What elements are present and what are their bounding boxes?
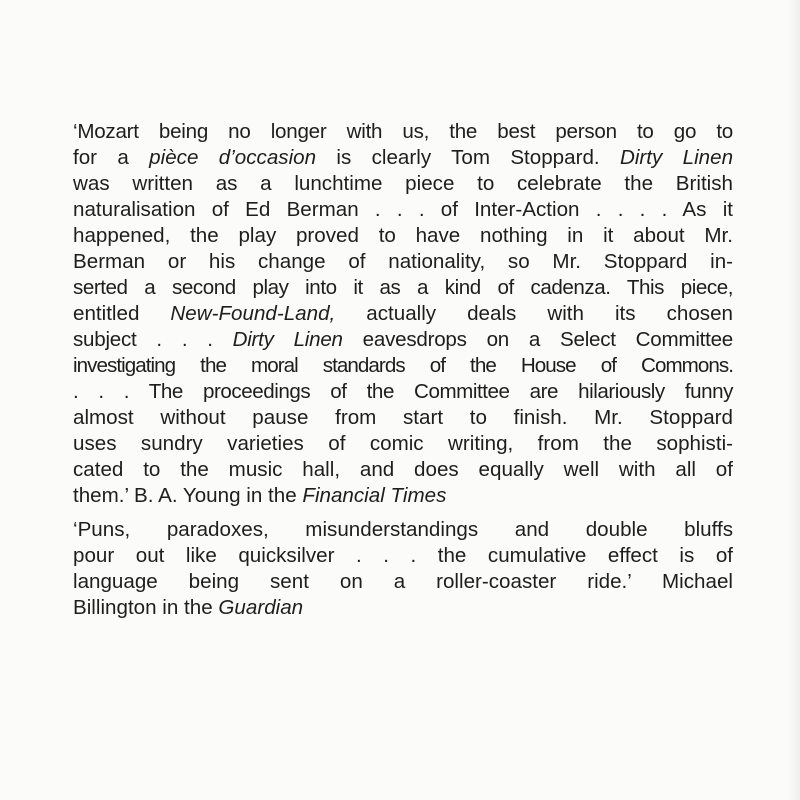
line-text: pour out like quicksilver . . . the cumulative effect is of [73, 544, 733, 567]
line-text: Berman or his change of nationality, so Mr. Stoppard in- [73, 250, 733, 273]
quote-guardian [73, 517, 733, 621]
line-text: is clearly Tom Stoppard. [316, 146, 620, 169]
line-text: serted a second play into it as a kind of cadenza. This piece, [73, 276, 733, 299]
line-text: entitled [73, 302, 171, 325]
line-text: almost without pause from start to finish. Mr. Stoppard [73, 406, 733, 429]
text-line [73, 301, 733, 327]
line-text: language being sent on a roller-coaster ride.’ Michael [73, 570, 733, 593]
italic-title: Guardian [218, 596, 304, 619]
text-line [73, 517, 733, 543]
line-text: Billington in the [73, 596, 219, 619]
line-text: naturalisation of Ed Berman . . . of Inter-Action . . . . As it [73, 198, 733, 221]
line-text: actually deals with its chosen [335, 302, 733, 325]
text-line [73, 353, 733, 379]
text-line [73, 379, 733, 405]
text-line [73, 405, 733, 431]
text-line [73, 275, 733, 301]
line-text: them.’ B. A. Young in the [73, 484, 303, 507]
italic-title: Dirty Linen [619, 146, 734, 169]
line-text: cated to the music hall, and does equally well with all of [73, 458, 733, 481]
text-line [73, 249, 733, 275]
line-text: . . . The proceedings of the Committee are hilariously funny [73, 380, 733, 403]
italic-title: New-Found-Land, [170, 302, 336, 325]
line-text: uses sundry varieties of comic writing, from the sophisti- [73, 432, 733, 455]
text-line [73, 119, 733, 145]
line-text: eavesdrops on a Select Committee [342, 328, 733, 351]
text-line [73, 543, 733, 569]
italic-title: Financial Times [302, 484, 447, 507]
text-line [73, 171, 733, 197]
text-line [73, 457, 733, 483]
line-text: subject . . . [73, 328, 233, 351]
italic-title: pièce d’occasion [149, 146, 317, 169]
line-text: investigating the moral standards of the House of Commons. [73, 354, 733, 377]
italic-title: Dirty Linen [232, 328, 343, 351]
text-line [73, 595, 733, 621]
line-text: ‘Mozart being no longer with us, the best person to go to [73, 120, 733, 143]
text-line [73, 327, 733, 353]
line-text: for a [73, 146, 150, 169]
text-line [73, 431, 733, 457]
text-line [73, 223, 733, 249]
line-text: ‘Puns, paradoxes, misunderstandings and double bluffs [73, 518, 733, 541]
text-line [73, 145, 733, 171]
line-text: happened, the play proved to have nothing in it about Mr. [73, 224, 733, 247]
quote-financial-times [73, 119, 733, 509]
press-quotes [73, 119, 733, 621]
page-edge-shadow [788, 0, 800, 800]
text-line [73, 569, 733, 595]
line-text: was written as a lunchtime piece to celebrate the British [73, 172, 733, 195]
text-line [73, 197, 733, 223]
text-line [73, 483, 733, 509]
